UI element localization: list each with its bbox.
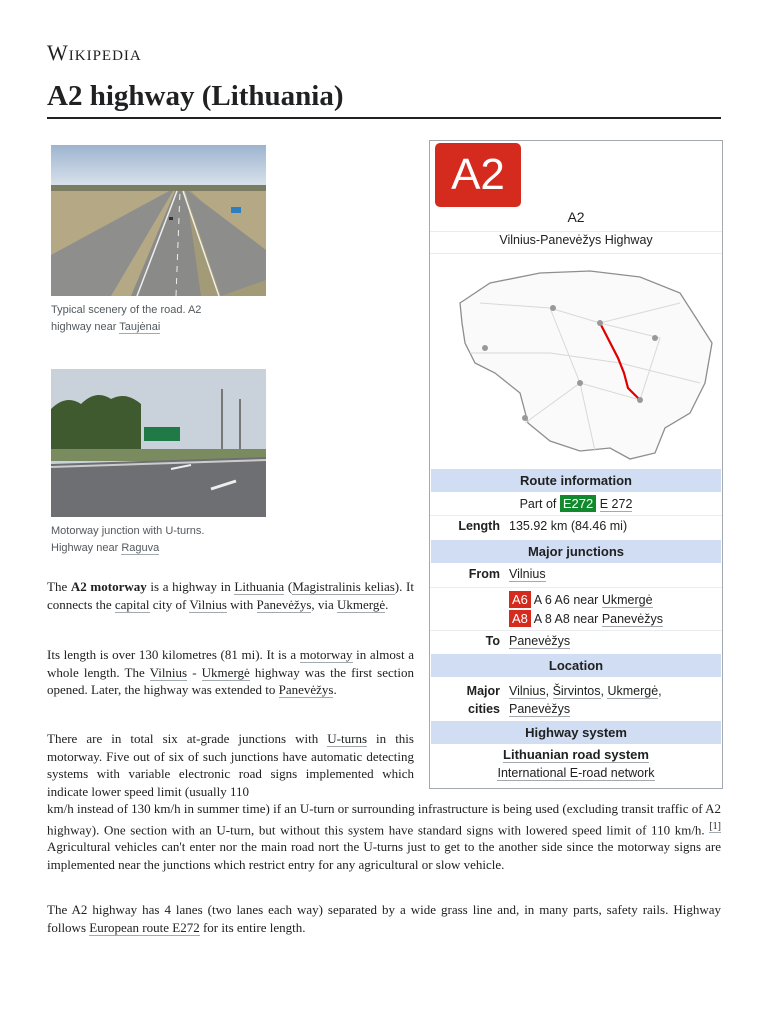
highway-photo-1[interactable]	[51, 145, 266, 296]
link-vilnius-city[interactable]: Vilnius	[509, 684, 546, 698]
infobox-subtitle: Vilnius-Panevėžys Highway	[499, 233, 653, 247]
divider	[430, 630, 722, 631]
link-ukmerge-2[interactable]: Ukmergė	[201, 664, 250, 680]
major-cities-value: Vilnius, Širvintos, Ukmergė, Panevėžys	[509, 684, 662, 716]
title-divider	[47, 117, 721, 119]
part-of-row: Part of E272 E 272	[519, 496, 633, 511]
link-taujenai[interactable]: Taujėnai	[119, 321, 161, 333]
link-ukmerge[interactable]: Ukmergė	[337, 596, 386, 612]
link-lithuania[interactable]: Lithuania	[234, 579, 285, 594]
highway-photo-2[interactable]	[51, 369, 266, 517]
paragraph-length: Its length is over 130 kilometres (81 mi). It is a motorway in almost a whole length. The Vilnius - Ukmergė highway was the first section opened. Later, the highway was extended to Panevėžys.	[47, 647, 415, 697]
infobox	[429, 140, 723, 789]
link-panevezys-to[interactable]: Panevėžys	[509, 634, 571, 648]
paragraph-lanes: The A2 highway has 4 lanes (two lanes each way) separated by a wide grass line and, in many parts, safety rails. Highway follows European route E272 for its entire length.	[47, 902, 721, 935]
junction-a6: A6 A 6 A6 near Ukmergė	[509, 591, 653, 608]
a6-badge[interactable]: A6	[509, 591, 531, 608]
to-label: To	[485, 634, 500, 648]
infobox-name: A2	[567, 209, 585, 225]
major-cities-label: Major cities	[466, 684, 500, 716]
link-capital[interactable]: capital	[114, 596, 150, 612]
divider	[430, 515, 722, 516]
length-label: Length	[458, 519, 500, 533]
link-motorway[interactable]: motorway	[299, 647, 353, 662]
link-vilnius-2[interactable]: Vilnius	[149, 664, 188, 680]
link-magistralinis-kelias[interactable]: Magistralinis kelias	[292, 579, 395, 594]
figure-highway-scenery	[51, 145, 266, 336]
lithuania-route-map[interactable]	[450, 263, 715, 461]
link-u-turns[interactable]: U-turns	[327, 731, 367, 746]
major-junctions-header: Major junctions	[431, 540, 721, 563]
from-label: From	[468, 567, 500, 581]
link-e-road-network[interactable]: International E-road network	[497, 766, 655, 780]
link-lithuanian-road-system[interactable]: Lithuanian road system	[503, 747, 649, 762]
figure-caption: Typical scenery of the road. A2 highway near Taujėnai	[51, 304, 202, 333]
e272-badge[interactable]: E272	[560, 495, 596, 512]
divider	[430, 587, 722, 588]
figure-caption: Motorway junction with U-turns. Highway near Raguva	[51, 525, 205, 554]
link-panevezys-2[interactable]: Panevėžys	[278, 682, 334, 697]
a2-route-shield[interactable]: A2	[435, 143, 521, 207]
paragraph-junctions-start: There are in total six at-grade junctions with U-turns in this motorway. Five out of six of such junctions have automatic detecting systems with variable electronic road signs implemented which indicate lower speed limit (usually 110	[47, 731, 414, 799]
junction-a8: A8 A 8 A8 near Panevėžys	[509, 610, 663, 627]
a8-badge[interactable]: A8	[509, 610, 531, 627]
link-european-route-e272[interactable]: European route E272	[89, 919, 200, 935]
link-vilnius[interactable]: Vilnius	[189, 596, 227, 612]
divider	[430, 253, 722, 254]
figure-motorway-junction	[51, 369, 266, 557]
link-ukmerge-junction[interactable]: Ukmergė	[601, 593, 653, 607]
divider	[430, 231, 722, 232]
length-value: 135.92 km (84.46 mi)	[509, 519, 628, 533]
wikipedia-wordmark[interactable]: Wikipedia	[47, 40, 142, 65]
link-e272[interactable]: E 272	[599, 497, 633, 511]
link-panevezys[interactable]: Panevėžys	[256, 596, 312, 612]
link-panevezys-junction[interactable]: Panevėžys	[601, 612, 663, 626]
link-raguva[interactable]: Raguva	[121, 542, 160, 554]
location-header: Location	[431, 654, 721, 677]
link-panevezys-city[interactable]: Panevėžys	[509, 702, 571, 716]
reference-1[interactable]: [1]	[709, 820, 721, 832]
paragraph-intro: The A2 motorway is a highway in Lithuania (Magistralinis kelias). It connects the capital city of Vilnius with Panevėžys, via Ukmergė.	[47, 579, 414, 612]
link-ukmerge-city[interactable]: Ukmergė	[607, 684, 659, 698]
page-title: A2 highway (Lithuania)	[47, 80, 344, 112]
link-vilnius-from[interactable]: Vilnius	[509, 567, 546, 581]
link-sirvintos[interactable]: Širvintos	[552, 684, 601, 698]
paragraph-junctions-end: km/h instead of 130 km/h in summer time) if an U-turn or surrounding infrastructure is being used (excluding transit traffic of A2 highway). One section with an U-turn, but without this system have standard signs with lowered speed limit of 110 km/h. [1] Agricultural vehicles can't enter nor the main road nort the U-turns just to get to the another side since the motorway signs are implemented near the junctions which restrict entry for any agricultural or slow vehicle.	[47, 801, 721, 872]
route-information-header: Route information	[431, 469, 721, 492]
highway-system-header: Highway system	[431, 721, 721, 744]
